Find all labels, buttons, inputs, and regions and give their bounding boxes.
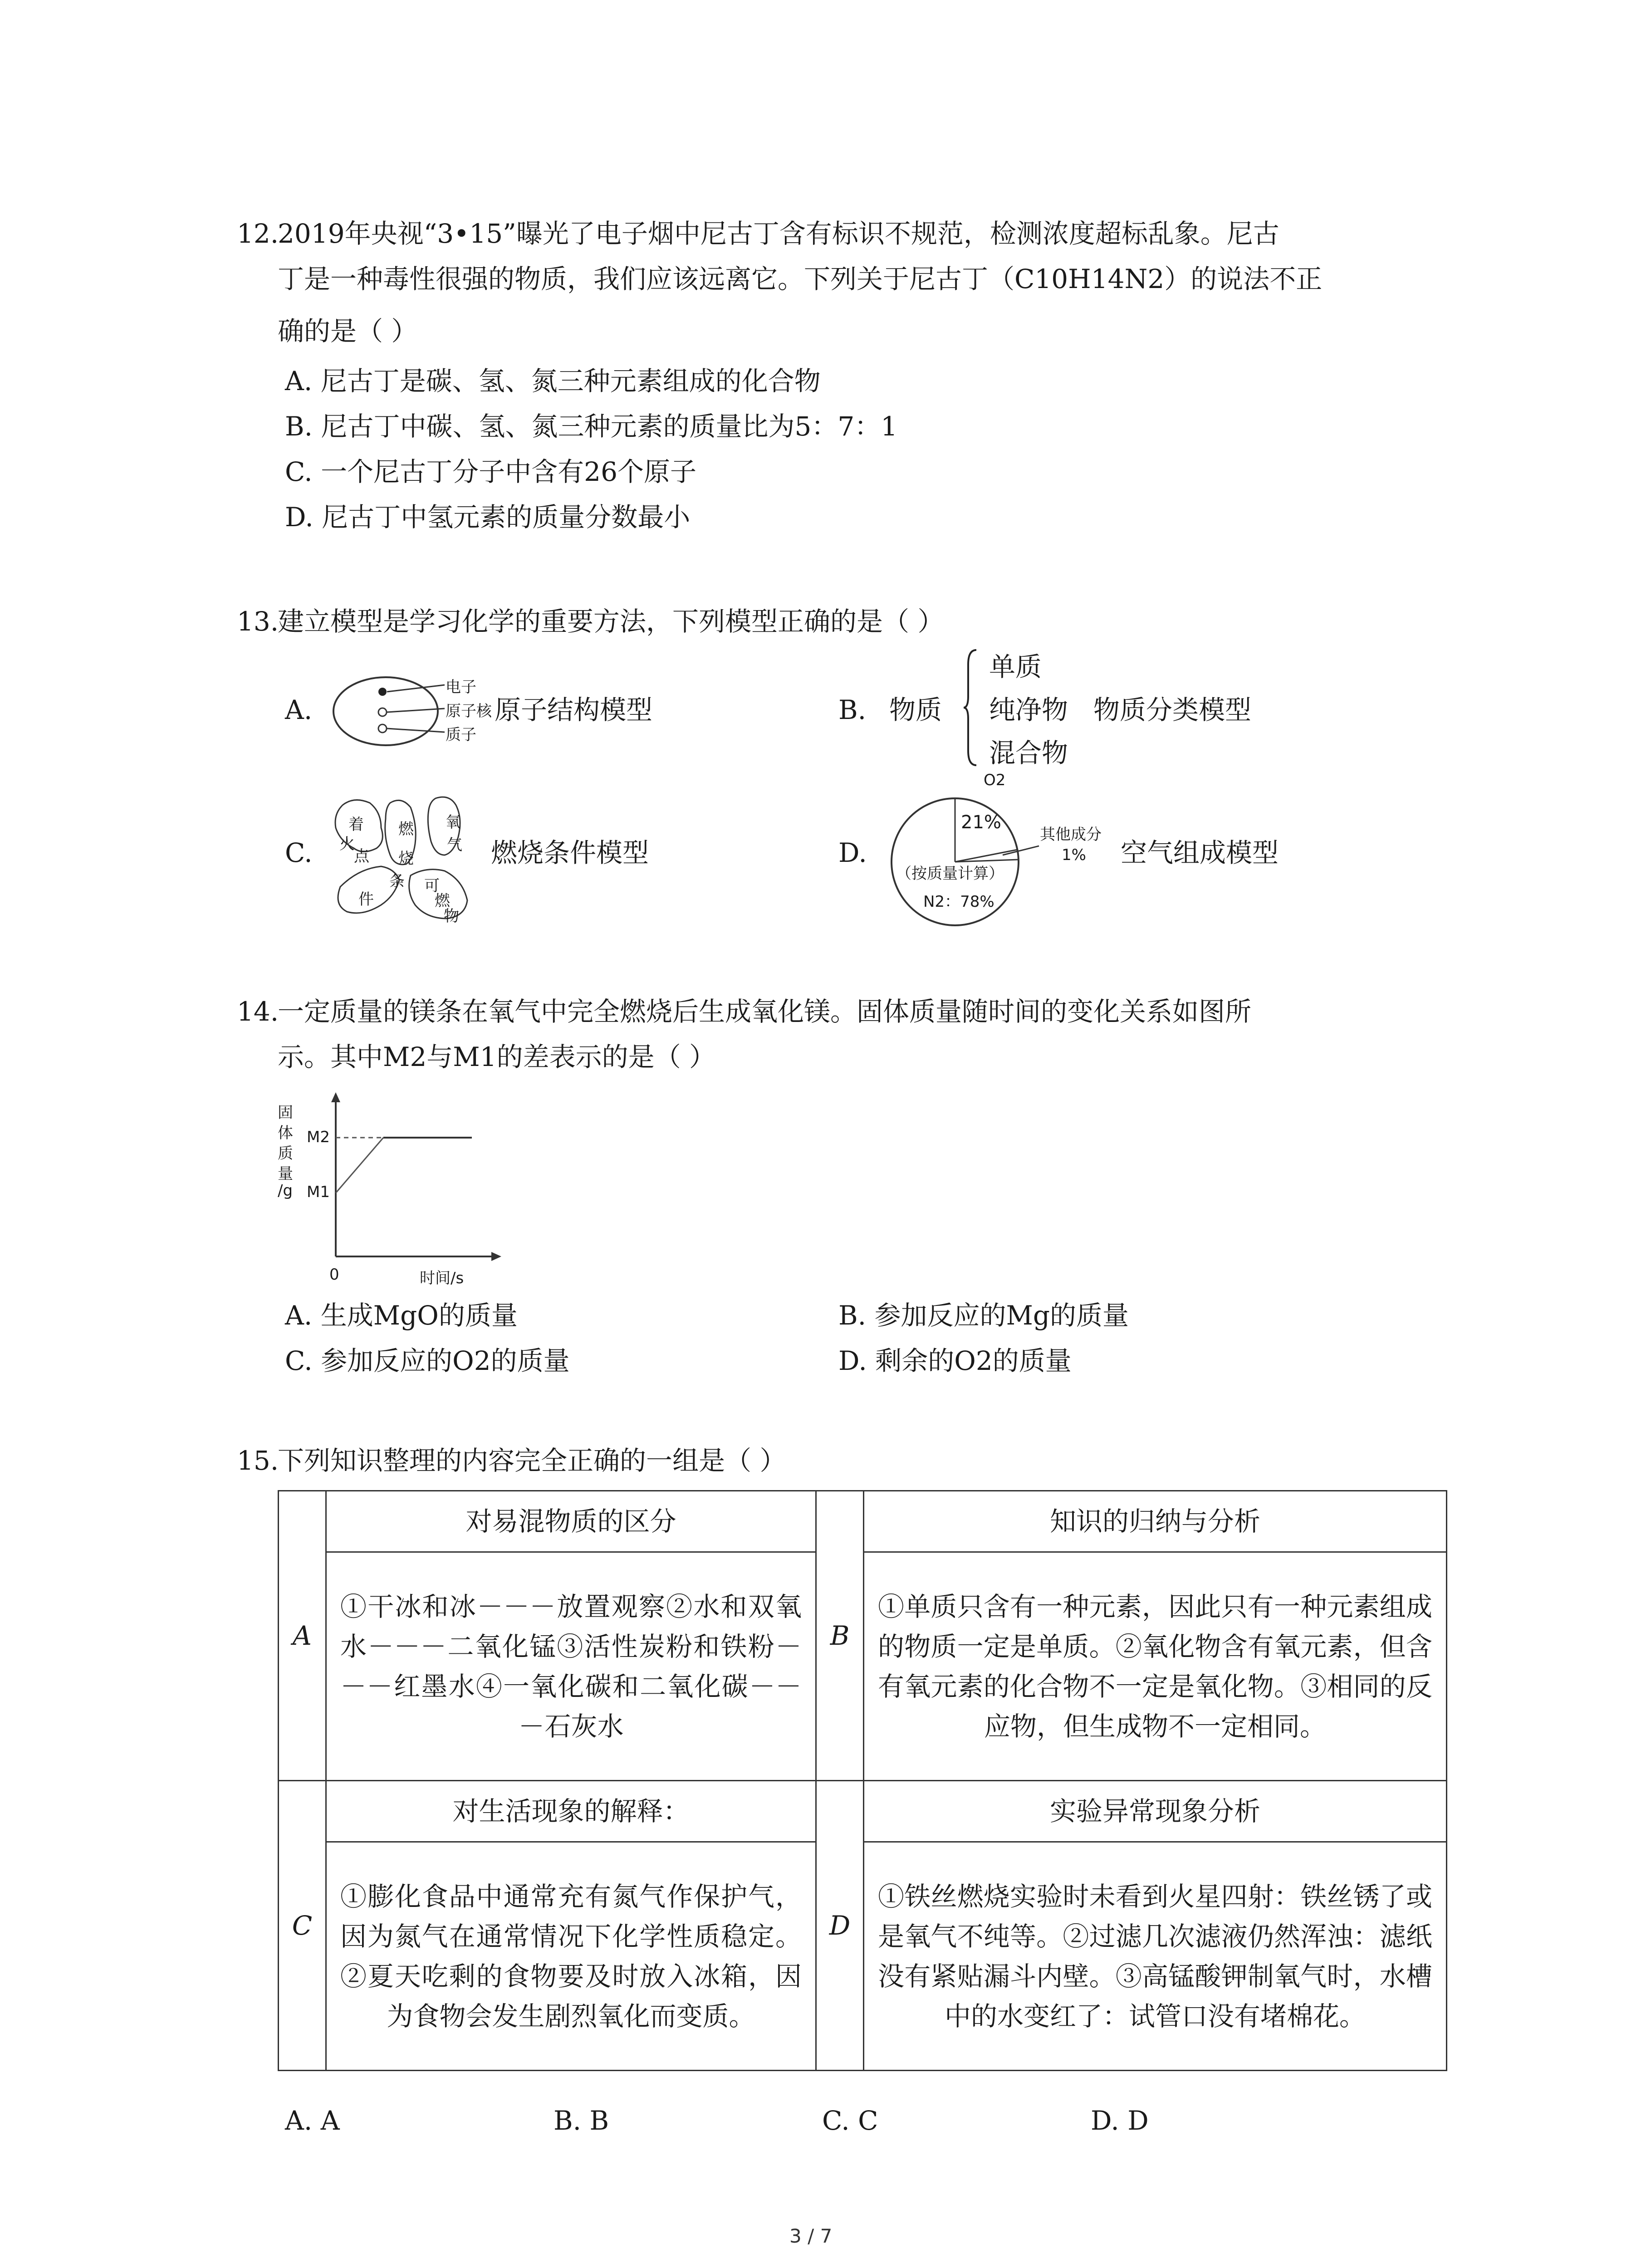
graph-m2-label: M2	[307, 1128, 330, 1146]
table-label-b: B	[816, 1491, 864, 1781]
fire-char-5: 烧	[398, 850, 414, 868]
graph-origin: 0	[329, 1266, 339, 1284]
q13-option-a-caption: 原子结构模型	[495, 694, 653, 725]
q13-stem: 建立模型是学习化学的重要方法，下列模型正确的是（ ）	[278, 606, 944, 637]
q15-stem: 下列知识整理的内容完全正确的一组是（ ）	[278, 1445, 786, 1476]
q13-option-c-letter[interactable]: C.	[285, 837, 313, 868]
atom-label-proton: 质子	[446, 726, 476, 744]
q13-option-a-letter[interactable]: A.	[285, 694, 313, 725]
q15-option-d[interactable]: D. D	[1091, 2105, 1149, 2136]
table-body-b: ①单质只含有一种元素，因此只有一种元素组成的物质一定是单质。②氧化物含有氧元素，但含有氧元素的化合物不一定是氧化物。③相同的反应物，但生成物不一定相同。	[864, 1552, 1447, 1781]
q12-stem-line3: 确的是（ ）	[278, 316, 418, 347]
classification-item-mixture: 混合物	[989, 738, 1068, 768]
fire-char-3: 点	[354, 847, 369, 865]
q14-stem-line1: 一定质量的镁条在氧气中完全燃烧后生成氧化镁。固体质量随时间的变化关系如图所	[278, 996, 1252, 1027]
pie-basis-note: （按质量计算）	[896, 865, 1004, 883]
q13-option-c-caption: 燃烧条件模型	[491, 837, 649, 868]
table-header-d: 实验异常现象分析	[864, 1781, 1447, 1842]
graph-ylabel-1: 固	[278, 1104, 293, 1122]
table-header-b: 知识的归纳与分析	[864, 1491, 1447, 1552]
graph-ylabel-3: 质	[278, 1144, 293, 1163]
classification-item-pure: 纯净物	[989, 694, 1068, 725]
graph-ylabel-4: 量	[278, 1165, 293, 1183]
q13-option-d-caption: 空气组成模型	[1121, 837, 1279, 868]
q13-number: 13.	[237, 606, 279, 637]
q15-number: 15.	[237, 1445, 279, 1476]
q15-option-c[interactable]: C. C	[822, 2105, 878, 2136]
pie-o2-label: O2	[984, 771, 1006, 789]
table-body-a: ①干冰和冰－－－放置观察②水和双氧水－－－二氧化锰③活性炭粉和铁粉－－－红墨水④一氧化碳和二氧化碳－－－石灰水	[326, 1552, 816, 1781]
q12-option-b[interactable]: B. 尼古丁中碳、氢、氮三种元素的质量比为5：7：1	[285, 411, 898, 442]
atom-label-nucleus: 原子核	[446, 702, 492, 720]
atom-label-electron: 电子	[446, 678, 476, 696]
fire-char-10: 可	[424, 877, 440, 895]
classification-item-element: 单质	[989, 651, 1042, 682]
q13-option-b-letter[interactable]: B.	[838, 694, 867, 725]
q12-stem-line2: 丁是一种毒性很强的物质，我们应该远离它。下列关于尼古丁（C10H14N2）的说法不正	[278, 264, 1323, 294]
fire-char-11: 燃	[435, 892, 450, 910]
pie-other-percent: 1%	[1062, 846, 1086, 864]
pie-other-label: 其他成分	[1040, 826, 1102, 844]
table-label-a: A	[279, 1491, 326, 1781]
table-label-c: C	[279, 1781, 326, 2071]
graph-ylabel-2: 体	[278, 1124, 293, 1142]
q14-option-d[interactable]: D. 剩余的O2的质量	[838, 1345, 1072, 1376]
pie-o2-percent: 21%	[961, 812, 1001, 833]
table-body-d: ①铁丝燃烧实验时未看到火星四射：铁丝锈了或是氧气不纯等。②过滤几次滤液仍然浑浊：滤纸没有紧贴漏斗内壁。③高锰酸钾制氧气时，水槽中的水变红了：试管口没有堵棉花。	[864, 1842, 1447, 2071]
fire-char-8: 氧	[446, 813, 461, 831]
fire-char-4: 燃	[398, 820, 414, 838]
q12-option-c[interactable]: C. 一个尼古丁分子中含有26个原子	[285, 456, 696, 487]
fire-char-9: 气	[447, 836, 462, 854]
q14-stem-line2: 示。其中M2与M1的差表示的是（ ）	[278, 1041, 716, 1072]
q14-number: 14.	[237, 996, 279, 1027]
q15-option-b[interactable]: B. B	[554, 2105, 609, 2136]
q14-option-a[interactable]: A. 生成MgO的质量	[285, 1300, 518, 1331]
q14-option-c[interactable]: C. 参加反应的O2的质量	[285, 1345, 570, 1376]
table-header-c: 对生活现象的解释：	[326, 1781, 816, 1842]
table-header-a: 对易混物质的区分	[326, 1491, 816, 1552]
fire-char-7: 件	[358, 890, 374, 909]
table-label-d: D	[816, 1781, 864, 2071]
brace-icon	[962, 646, 980, 769]
pie-n2-label: N2：78%	[923, 893, 994, 911]
q12-option-d[interactable]: D. 尼古丁中氢元素的质量分数最小	[285, 502, 691, 533]
fire-char-1: 着	[348, 816, 364, 834]
knowledge-table	[278, 1490, 1447, 2071]
classification-root: 物质	[889, 694, 942, 725]
q12-option-a[interactable]: A. 尼古丁是碳、氢、氮三种元素组成的化合物	[285, 366, 821, 396]
q12-stem-line1: 2019年央视“3•15”曝光了电子烟中尼古丁含有标识不规范，检测浓度超标乱象。尼古	[278, 218, 1279, 249]
graph-m1-label: M1	[307, 1183, 330, 1201]
graph-ylabel-5: /g	[278, 1182, 293, 1200]
graph-xlabel: 时间/s	[420, 1269, 464, 1287]
q14-option-b[interactable]: B. 参加反应的Mg的质量	[838, 1300, 1129, 1331]
q13-option-b-caption: 物质分类模型	[1093, 694, 1252, 725]
fire-char-2: 火	[339, 835, 355, 853]
fire-char-6: 条	[389, 872, 405, 890]
q12-number: 12.	[237, 218, 279, 249]
q15-option-a[interactable]: A. A	[285, 2105, 340, 2136]
fire-char-12: 物	[444, 907, 459, 925]
table-body-c: ①膨化食品中通常充有氮气作保护气，因为氮气在通常情况下化学性质稳定。②夏天吃剩的食物要及时放入冰箱，因为食物会发生剧烈氧化而变质。	[326, 1842, 816, 2071]
page-number: 3 / 7	[789, 2225, 833, 2247]
q13-option-d-letter[interactable]: D.	[838, 837, 867, 868]
